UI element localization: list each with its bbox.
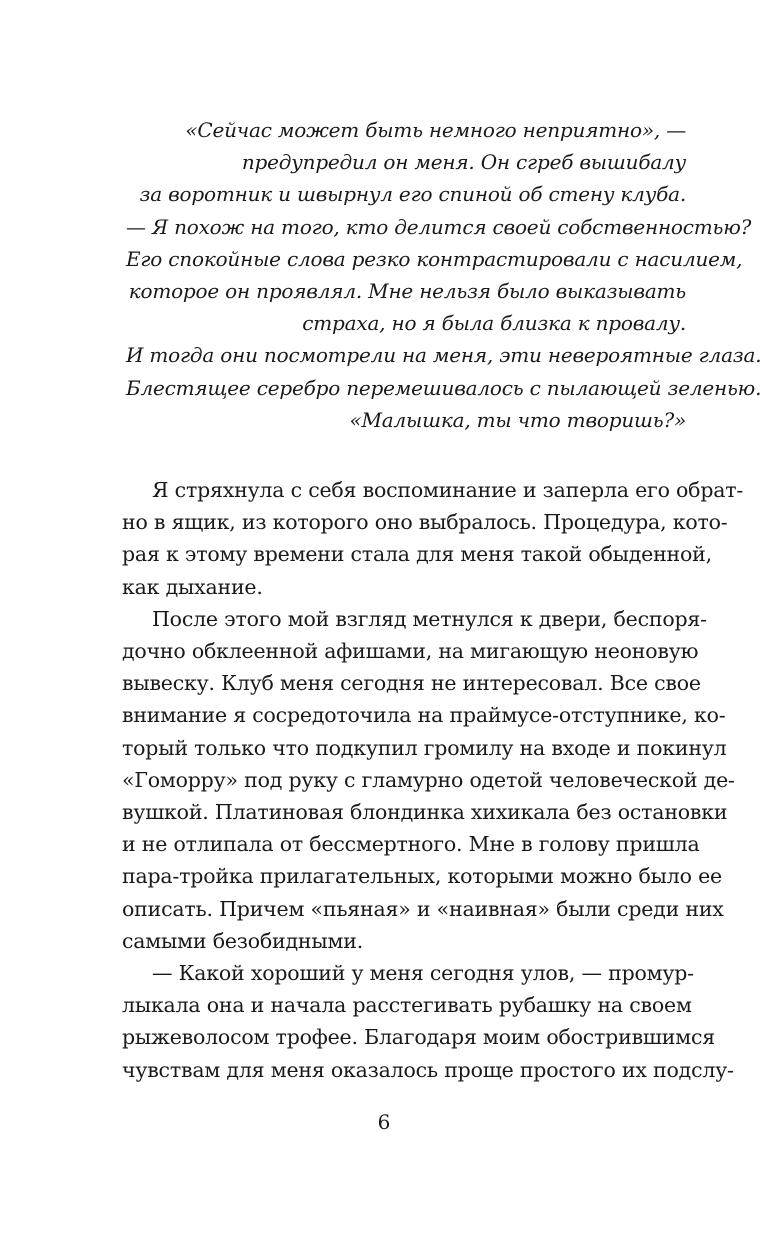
epigraph-line: И тогда они посмотрели на меня, эти невероятные глаза. <box>126 343 762 368</box>
epigraph-line: «Сейчас может быть немного неприятно», — <box>185 118 686 142</box>
paragraph-line: внимание я сосредоточила на праймусе-отступнике, ко- <box>122 703 726 728</box>
paragraph-line: После этого мой взгляд метнулся к двери, беспоря- <box>152 606 707 631</box>
paragraph-line: — Какой хороший у меня сегодня улов, — промур- <box>152 961 694 986</box>
epigraph-line: страха, но я была близка к провалу. <box>302 311 686 336</box>
epigraph-line: «Малышка, ты что творишь?» <box>349 407 686 432</box>
paragraph-line: лыкала она и начала расстегивать рубашку на своем <box>122 993 692 1018</box>
paragraph-line: рая к этому времени стала для меня такой обыденной, <box>122 542 712 567</box>
page-number: 6 <box>377 1110 391 1134</box>
paragraph-line: как дыхание. <box>122 574 263 599</box>
paragraph-line: но в ящик, из которого оно выбралось. Процедура, кото- <box>122 510 728 535</box>
main-text <box>122 474 744 1086</box>
paragraph-line: торый только что подкупил громилу на входе и покинул <box>122 735 727 760</box>
paragraph-line: рыжеволосом трофее. Благодаря моим обострившимся <box>122 1025 715 1050</box>
paragraph-line: «Гоморру» под руку с гламурно одетой человеческой де- <box>122 767 735 792</box>
paragraph-line: Я стряхнула с себя воспоминание и заперла его обрат- <box>152 478 744 502</box>
paragraph-line: самыми безобидными. <box>122 928 364 953</box>
paragraph-line: дочно обклеенной афишами, на мигающую неоновую <box>122 639 699 664</box>
epigraph-line: предупредил он меня. Он сгреб вышибалу <box>241 150 686 175</box>
paragraph-line: пара-тройка прилагательных, которыми можно было ее <box>122 864 722 889</box>
paragraph-line: чувствам для меня оказалось проще простого их подслу- <box>122 1057 734 1082</box>
italic-flashback-passage <box>126 114 762 436</box>
epigraph-line: Блестящее серебро перемешивалось с пылающей зеленью. <box>126 375 762 400</box>
epigraph-line: которое он проявлял. Мне нельзя было выказывать <box>128 279 686 304</box>
paragraph-line: описать. Причем «пьяная» и «наивная» были среди них <box>122 896 724 921</box>
epigraph-line: за воротник и швырнул его спиной об стену клуба. <box>139 182 686 207</box>
paragraph-line: вушкой. Платиновая блондинка хихикала без остановки <box>122 800 728 825</box>
epigraph-line: — Я похож на того, кто делится своей собственностью? <box>126 214 752 239</box>
paragraph-line: и не отлипала от бессмертного. Мне в голову пришла <box>122 832 700 857</box>
paragraph-line: вывеску. Клуб меня сегодня не интересовал. Все свое <box>122 671 701 696</box>
epigraph-line: Его спокойные слова резко контрастировали с насилием, <box>126 246 743 271</box>
